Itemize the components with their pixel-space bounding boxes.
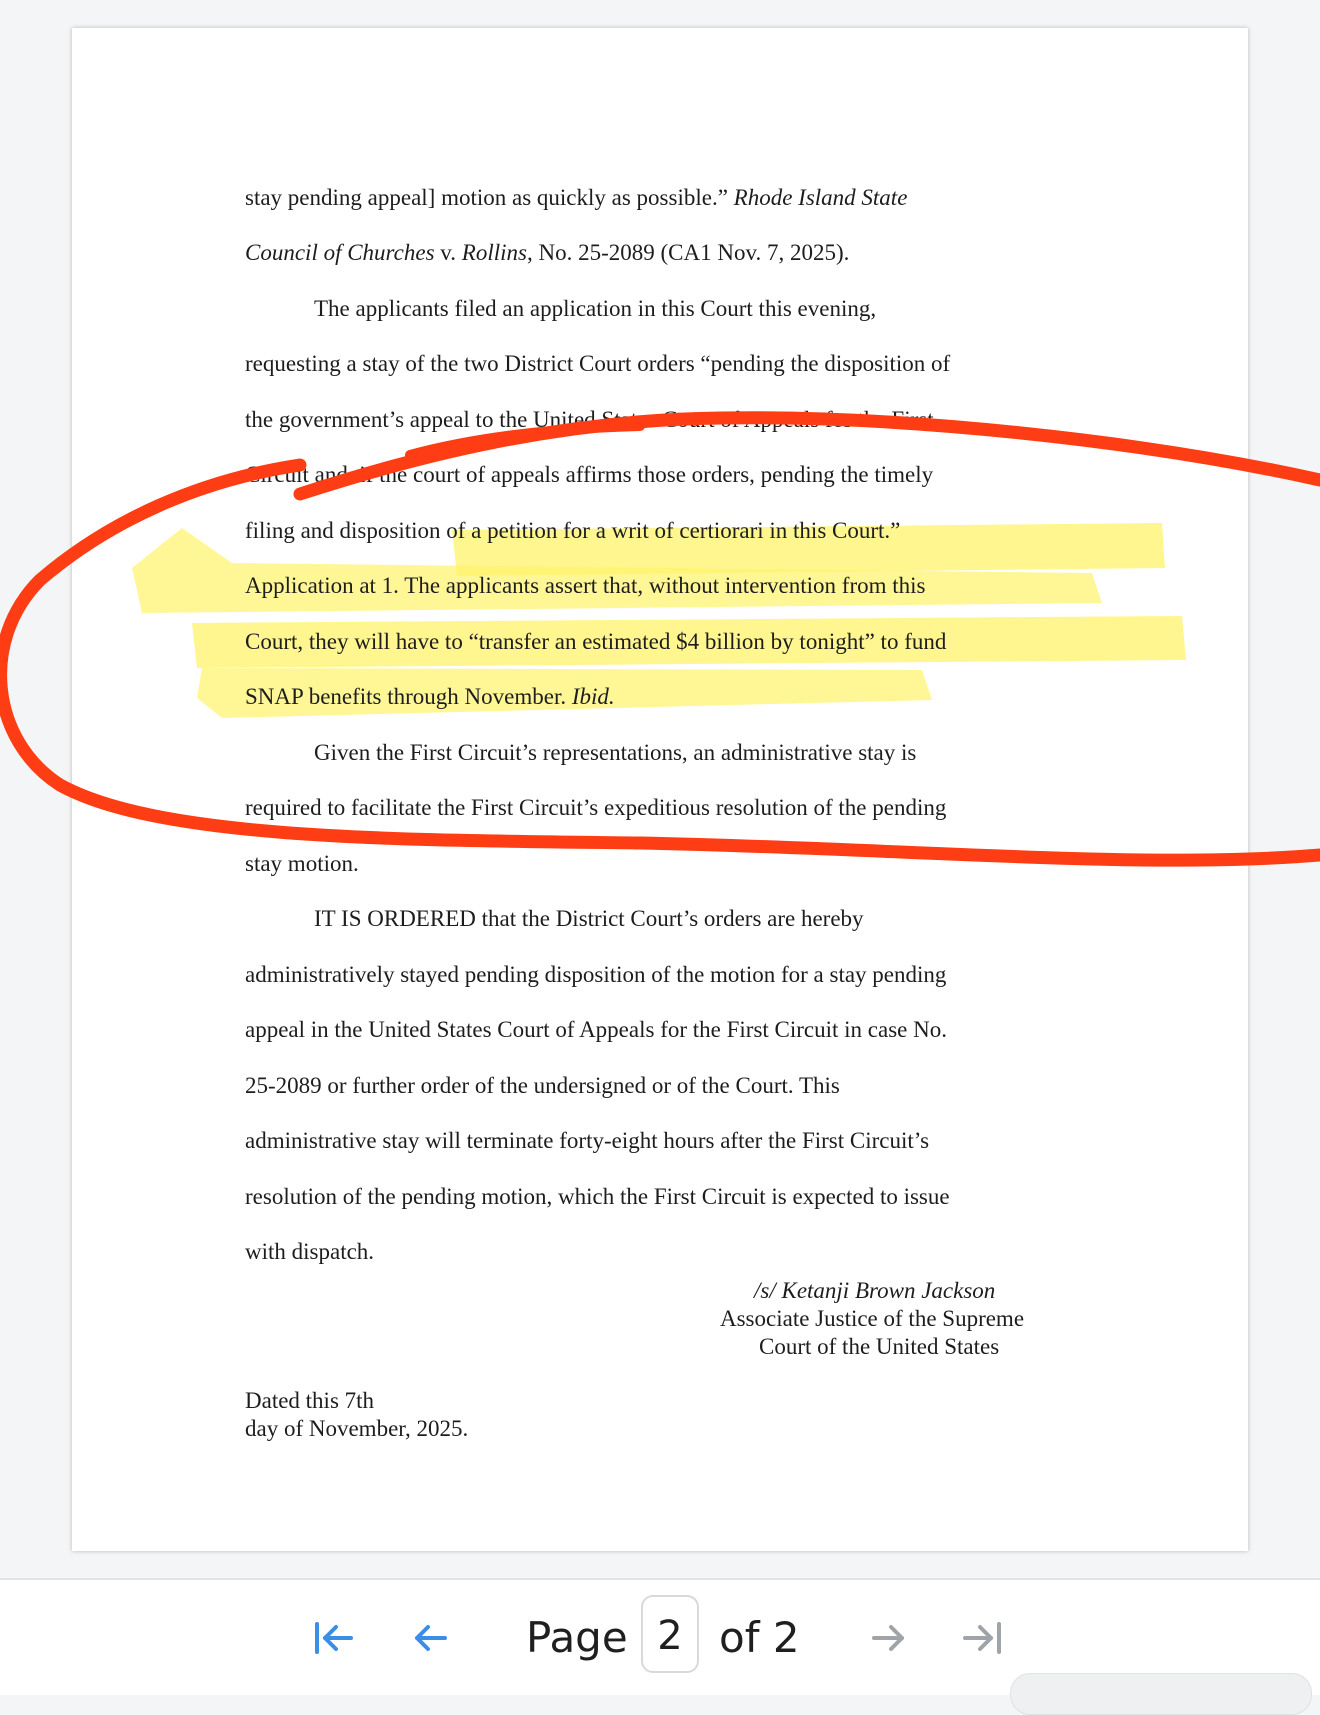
text-line-15: administratively stayed pending disposition of the motion for a stay pending	[245, 962, 947, 987]
text-line-8: Application at 1. The applicants assert that, without intervention from this	[245, 573, 926, 598]
text-line-5: the government’s appeal to the United States Court of Appeals for the First	[245, 407, 934, 432]
text-line-11: Given the First Circuit’s representations, an administrative stay is	[314, 740, 917, 765]
dated-line-2: day of November, 2025.	[245, 1416, 469, 1441]
first-page-button[interactable]	[304, 1608, 364, 1668]
document-page	[72, 28, 1248, 1551]
text-line-2: Council of Churches v. Rollins, No. 25-2089 (CA1 Nov. 7, 2025).	[245, 240, 850, 265]
text-line-18: administrative stay will terminate forty-eight hours after the First Circuit’s	[245, 1128, 930, 1153]
text-line-17: 25-2089 or further order of the undersigned or of the Court. This	[245, 1073, 840, 1098]
text-line-10: SNAP benefits through November. Ibid.	[245, 684, 615, 709]
arrow-left-icon	[411, 1618, 451, 1658]
text-line-6: Circuit and, if the court of appeals affirms those orders, pending the timely	[245, 462, 934, 487]
dated-line-1: Dated this 7th	[245, 1388, 375, 1413]
text-line-7: filing and disposition of a petition for a writ of certiorari in this Court.”	[245, 518, 901, 543]
signature-block	[712, 1278, 1152, 1360]
corner-handle[interactable]	[1010, 1673, 1312, 1715]
text-line-9: Court, they will have to “transfer an estimated $4 billion by tonight” to fund	[245, 629, 947, 654]
last-page-icon	[959, 1618, 1005, 1658]
text-line-16: appeal in the United States Court of Appeals for the First Circuit in case No.	[245, 1017, 947, 1042]
signature-title-2: Court of the United States	[759, 1334, 1000, 1359]
page-word: Page	[526, 1613, 628, 1662]
previous-page-button[interactable]	[401, 1608, 461, 1668]
page-navigation-toolbar	[0, 1578, 1320, 1695]
last-page-button[interactable]	[952, 1608, 1012, 1668]
signature-name: /s/ Ketanji Brown Jackson	[754, 1278, 996, 1303]
text-line-1: stay pending appeal] motion as quickly as possible.” Rhode Island State	[245, 185, 908, 210]
first-page-icon	[311, 1618, 357, 1658]
text-line-20: with dispatch.	[245, 1239, 375, 1264]
text-line-13: stay motion.	[245, 851, 359, 876]
text-line-14: IT IS ORDERED that the District Court’s orders are hereby	[314, 906, 864, 931]
text-line-4: requesting a stay of the two District Court orders “pending the disposition of	[245, 351, 951, 376]
page-total: of 2	[719, 1613, 800, 1662]
page-number-input[interactable]: 2	[641, 1595, 699, 1673]
text-line-12: required to facilitate the First Circuit’s expeditious resolution of the pending	[245, 795, 947, 820]
text-line-3: The applicants filed an application in this Court this evening,	[314, 296, 877, 321]
text-line-19: resolution of the pending motion, which the First Circuit is expected to issue	[245, 1184, 950, 1209]
signature-title-1: Associate Justice of the Supreme	[720, 1306, 1025, 1331]
arrow-right-icon	[868, 1618, 908, 1658]
next-page-button[interactable]	[858, 1608, 918, 1668]
